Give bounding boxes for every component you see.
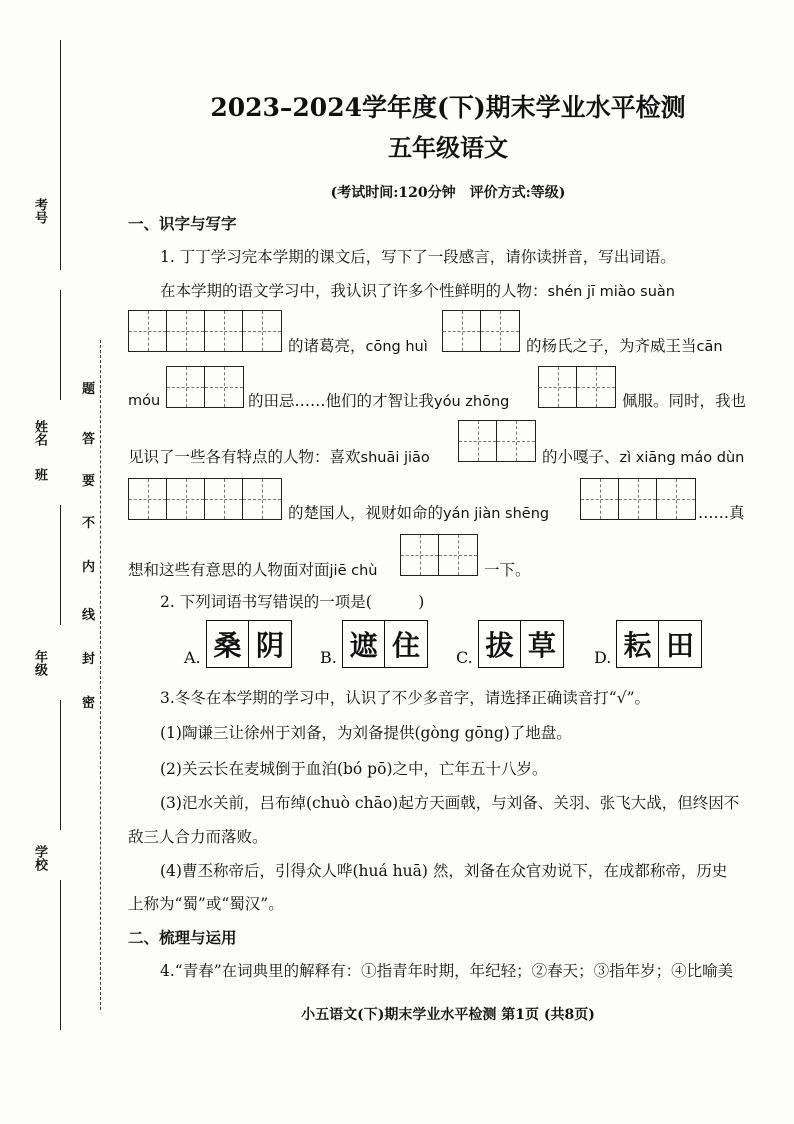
q3-prompt: 3.冬冬在本学期的学习中，认识了不少多音字，请选择正确读音打“√”。 xyxy=(160,689,651,707)
seal-char: 密 xyxy=(82,696,96,711)
q1-line6: 想和这些有意思的人物面对面jiē chù xyxy=(128,561,378,579)
answer-grid[interactable] xyxy=(580,478,696,520)
xuexiao-label: 学校 xyxy=(32,845,47,871)
q1-line6b: 一下。 xyxy=(484,561,531,579)
q4-text: 4.“青春”在词典里的解释有：①指青年时期，年纪轻；②春天；③指年岁；④比喻美 xyxy=(160,962,734,980)
seal-char: 答 xyxy=(82,432,96,447)
ban-line xyxy=(60,505,61,625)
answer-grid[interactable] xyxy=(166,366,244,408)
option-d[interactable]: 耘 田 xyxy=(616,620,702,668)
q1-line5b: ……真 xyxy=(698,504,745,522)
xuexiao-line xyxy=(60,880,61,1030)
nianji-line xyxy=(60,700,61,830)
q1-line5: 的楚国人，视财如命的yán jiàn shēng xyxy=(288,504,550,522)
q3-item: (3)汜水关前，吕布绰(chuò chāo)起方天画戟，与刘备、关羽、张飞大战，但终因不 xyxy=(160,794,740,812)
exam-title: 2023–2024学年度(下)期末学业水平检测 xyxy=(210,93,686,122)
seal-char: 不 xyxy=(82,516,96,531)
q1-line2b: 的杨氏之子，为齐威王当cān xyxy=(526,337,723,355)
answer-grid[interactable] xyxy=(538,366,616,408)
q3-item-cont: 上称为“蜀”或“蜀汉”。 xyxy=(128,895,284,913)
seal-char: 封 xyxy=(82,652,96,667)
nianji-label: 年级 xyxy=(32,650,47,676)
name-line-upper xyxy=(60,290,61,400)
option-b-label: B. xyxy=(320,648,337,667)
exam-subtitle: 五年级语文 xyxy=(388,133,508,162)
answer-grid[interactable] xyxy=(400,534,478,576)
answer-grid[interactable] xyxy=(128,478,282,520)
q1-line4: 见识了一些各有特点的人物：喜欢shuāi jiāo xyxy=(128,448,430,466)
seal-char: 内 xyxy=(82,560,96,575)
seal-dashed-line xyxy=(100,340,101,1010)
section-heading: 二、梳理与运用 xyxy=(128,928,237,947)
option-b[interactable]: 遮 住 xyxy=(342,620,428,668)
ban-label: 班 xyxy=(32,468,47,481)
q1-line3: 的田忌……他们的才智让我yóu zhōng xyxy=(248,392,510,410)
section-heading: 一、识字与写字 xyxy=(128,214,237,233)
xingming-label: 姓名 xyxy=(32,420,47,446)
answer-grid[interactable] xyxy=(442,310,520,352)
option-c-label: C. xyxy=(456,648,473,667)
exam-note: (考试时间:120分钟 评价方式:等级) xyxy=(330,185,566,201)
page-footer: 小五语文(下)期末学业水平检测 第1页 (共8页) xyxy=(301,1007,595,1023)
q1-prompt: 1. 丁丁学习完本学期的课文后，写下了一段感言，请你读拼音，写出词语。 xyxy=(160,248,676,266)
seal-char: 题 xyxy=(82,382,96,397)
q3-item: (1)陶谦三让徐州于刘备，为刘备提供(gòng gōng)了地盘。 xyxy=(160,724,572,742)
kaohao-label: 考号 xyxy=(32,198,47,224)
answer-grid[interactable] xyxy=(128,310,282,352)
pinyin: shén jī miào suàn xyxy=(547,284,675,300)
pinyin: móu xyxy=(128,393,161,409)
option-c[interactable]: 拔 草 xyxy=(478,620,564,668)
answer-grid[interactable] xyxy=(458,420,536,462)
kaohao-line xyxy=(60,40,61,270)
binding-margin xyxy=(0,0,110,1124)
q1-line3b: 佩服。同时，我也 xyxy=(622,392,747,410)
q1-line4b: 的小嘎子、zì xiāng máo dùn xyxy=(542,448,745,466)
q1-line1: 在本学期的语文学习中，我认识了许多个性鲜明的人物：shén jī miào suàn xyxy=(160,282,675,300)
q2-prompt: 2. 下列词语书写错误的一项是( ) xyxy=(160,593,425,611)
option-d-label: D. xyxy=(594,648,612,667)
seal-char: 线 xyxy=(82,608,96,623)
seal-char: 要 xyxy=(82,474,96,489)
option-a[interactable]: 桑 阴 xyxy=(206,620,292,668)
option-a-label: A. xyxy=(184,648,201,667)
q1-line2: 的诸葛亮，cōng huì xyxy=(288,337,428,355)
q3-item: (4)曹丕称帝后，引得众人哗(huá huā) 然，刘备在众官劝说下，在成都称帝，历史 xyxy=(160,862,728,880)
q3-item: (2)关云长在麦城倒于血泊(bó pō)之中，亡年五十八岁。 xyxy=(160,760,548,778)
q3-item-cont: 敌三人合力而落败。 xyxy=(128,828,268,846)
